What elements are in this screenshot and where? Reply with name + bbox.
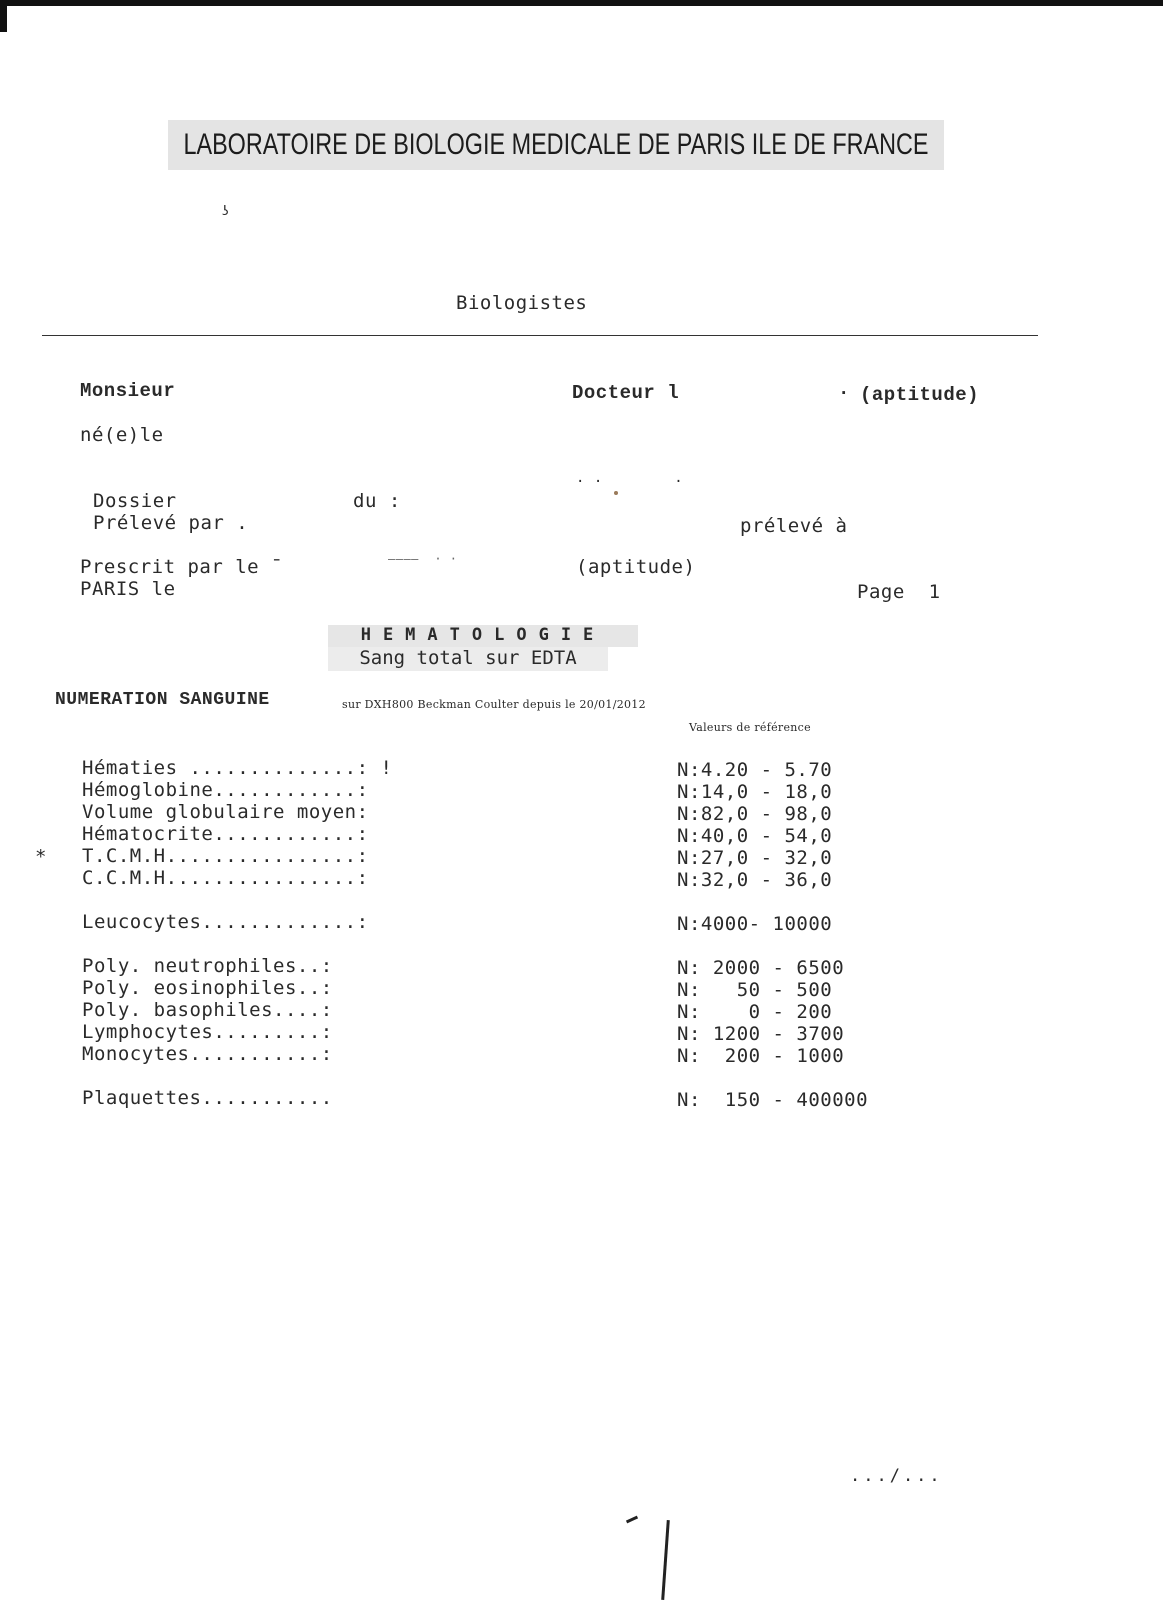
born-label: né(e)le bbox=[80, 424, 164, 446]
dossier-date-label: du : bbox=[353, 490, 401, 512]
row-label-vgm: Volume globulaire moyen: bbox=[82, 801, 369, 823]
row-ref-hemoglobine: N:14,0 - 18,0 bbox=[677, 781, 833, 803]
row-ref-tcmh: N:27,0 - 32,0 bbox=[677, 847, 833, 869]
row-label-plaquettes: Plaquettes........... bbox=[82, 1087, 333, 1109]
row-label-ccmh: C.C.M.H................: bbox=[82, 867, 369, 889]
method-note: sur DXH800 Beckman Coulter depuis le 20/01/2012 bbox=[342, 698, 646, 711]
row-ref-eosinophiles: N: 50 - 500 bbox=[677, 979, 833, 1001]
signature-stroke-hook bbox=[626, 1516, 638, 1524]
row-ref-basophiles: N: 0 - 200 bbox=[677, 1001, 833, 1023]
row-ref-lymphocytes: N: 1200 - 3700 bbox=[677, 1023, 845, 1045]
row-ref-monocytes: N: 200 - 1000 bbox=[677, 1045, 845, 1067]
row-label-hemoglobine: Hémoglobine............: bbox=[82, 779, 369, 801]
doctor-label: Docteur l bbox=[572, 382, 680, 404]
scan-border-left bbox=[0, 0, 7, 32]
row-ref-ccmh: N:32,0 - 36,0 bbox=[677, 869, 833, 891]
row-label-basophiles: Poly. basophiles....: bbox=[82, 999, 333, 1021]
section-subtitle: Sang total sur EDTA bbox=[359, 647, 577, 669]
row-label-monocytes: Monocytes...........: bbox=[82, 1043, 333, 1065]
section-title: HEMATOLOGIE bbox=[360, 625, 606, 645]
prescrit-redaction: ‒‒‒‒ · · bbox=[388, 552, 458, 566]
prescrit-label: Prescrit par le ˉ bbox=[80, 556, 283, 578]
row-label-eosinophiles: Poly. eosinophiles..: bbox=[82, 977, 333, 999]
header-divider bbox=[42, 335, 1038, 336]
row-label-neutrophiles: Poly. neutrophiles..: bbox=[82, 955, 333, 977]
numeration-title: NUMERATION SANGUINE bbox=[55, 690, 270, 710]
ink-speck bbox=[614, 491, 618, 495]
page-number: Page 1 bbox=[857, 581, 941, 603]
biologists-label: Biologistes bbox=[456, 292, 588, 314]
row-ref-hematocrite: N:40,0 - 54,0 bbox=[677, 825, 833, 847]
lab-name: LABORATOIRE DE BIOLOGIE MEDICALE DE PARIS ILE DE FRANCE bbox=[183, 128, 929, 161]
continuation-mark: .../... bbox=[850, 1466, 943, 1486]
reference-header: Valeurs de référence bbox=[689, 721, 811, 734]
row-label-lymphocytes: Lymphocytes.........: bbox=[82, 1021, 333, 1043]
preleve-a-label: prélevé à bbox=[740, 515, 848, 537]
row-ref-neutrophiles: N: 2000 - 6500 bbox=[677, 957, 845, 979]
prescrit-aptitude: (aptitude) bbox=[576, 556, 696, 578]
row-label-hematocrite: Hématocrite............: bbox=[82, 823, 369, 845]
row-ref-vgm: N:82,0 - 98,0 bbox=[677, 803, 833, 825]
paris-label: PARIS le bbox=[80, 578, 176, 600]
stray-mark: ʖ bbox=[222, 204, 229, 219]
scan-border-top bbox=[0, 0, 1163, 6]
signature-stroke bbox=[661, 1520, 670, 1600]
doctor-aptitude: (aptitude) bbox=[860, 384, 980, 406]
row-label-leucocytes: Leucocytes.............: bbox=[82, 911, 369, 933]
row-label-hematies: Hématies ..............: ! bbox=[82, 757, 393, 779]
dossier-label: Dossier bbox=[93, 490, 177, 512]
row-ref-hematies: N:4.20 - 5.70 bbox=[677, 759, 833, 781]
patient-title: Monsieur bbox=[80, 380, 176, 402]
misc-dots: . . . bbox=[576, 470, 684, 486]
row-label-tcmh: T.C.M.H................: bbox=[82, 845, 369, 867]
preleve-par-label: Prélevé par . bbox=[93, 512, 249, 534]
row-ref-plaquettes: N: 150 - 400000 bbox=[677, 1089, 869, 1111]
doctor-dot: · bbox=[838, 382, 850, 404]
row-ref-leucocytes: N:4000- 10000 bbox=[677, 913, 833, 935]
abnormal-star: * bbox=[35, 846, 47, 868]
